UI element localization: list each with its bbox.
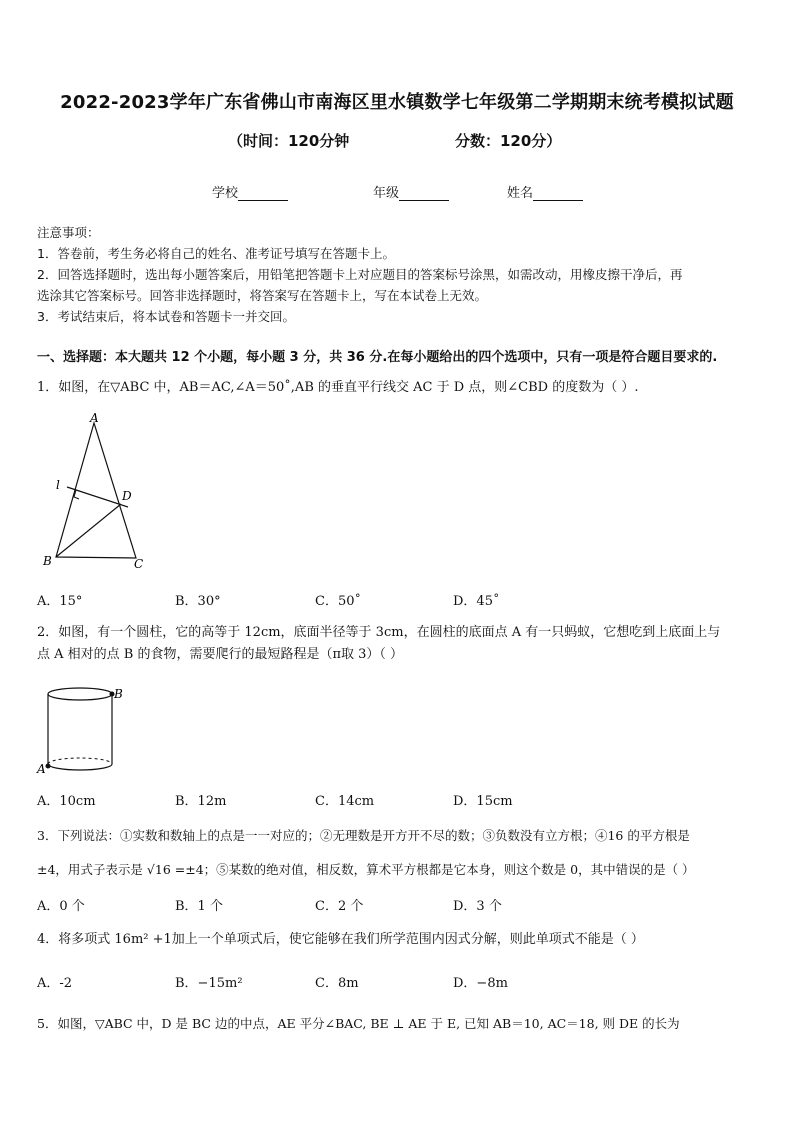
label-c: C xyxy=(134,557,144,571)
cylinder-top xyxy=(48,688,112,700)
cylinder-bottom-front xyxy=(48,764,112,770)
question-3-line-2: ±4，用式子表示是 √16 =±4；⑤某数的绝对值，相反数，算术平方根都是它本身，则这个数是 0，其中错误的是（ ） xyxy=(37,862,695,877)
cylinder-bottom-back xyxy=(48,758,112,764)
question-2-line-1: 2．如图，有一个圆柱，它的高等于 12cm，底面半径等于 3cm，在圆柱的底面点 A 有一只蚂蚁，它想吃到上底面上与 xyxy=(37,625,721,640)
label-l: l xyxy=(56,478,60,492)
notice-heading: 注意事项： xyxy=(37,225,100,240)
question-1-figure xyxy=(36,410,151,575)
q1-option-c: C．50˚ xyxy=(315,594,361,609)
time-limit: （时间：120分钟 xyxy=(228,132,350,150)
name-field xyxy=(507,182,583,201)
question-5-text: 5．如图，▽ABC 中，D 是 BC 边的中点，AE 平分∠BAC, BE ⊥ AE 于 E, 已知 AB＝10, AC＝18, 则 DE 的长为 xyxy=(37,1016,680,1031)
q1-option-d: D．45˚ xyxy=(453,594,500,609)
label-b: B xyxy=(43,554,52,568)
label-a: A xyxy=(90,411,99,425)
q1-option-a: A．15° xyxy=(37,594,83,609)
q2-option-d: D．15cm xyxy=(453,794,513,809)
name-label: 姓名 xyxy=(507,186,534,201)
question-3-line-1: 3．下列说法：①实数和数轴上的点是一一对应的；②无理数是开方开不尽的数；③负数没有立方根；④16 的平方根是 xyxy=(37,828,690,843)
school-field xyxy=(212,182,288,201)
q2-option-b: B．12m xyxy=(175,794,227,809)
label-b: B xyxy=(114,687,123,701)
name-blank xyxy=(533,188,583,201)
school-blank xyxy=(238,188,288,201)
label-d: D xyxy=(122,489,132,503)
question-3-text xyxy=(37,819,759,887)
point-a xyxy=(46,764,51,769)
school-label: 学校 xyxy=(212,186,239,201)
q3-option-a: A．0 个 xyxy=(37,899,85,914)
notice-item-2b: 选涂其它答案标号。回答非选择题时，将答案写在答题卡上，写在本试卷上无效。 xyxy=(37,288,488,303)
q4-option-c: C．8m xyxy=(315,976,359,991)
question-4-text: 4．将多项式 16m² +1加上一个单项式后，使它能够在我们所学范围内因式分解，则此单项式不能是（ ） xyxy=(37,932,644,947)
grade-field xyxy=(373,182,449,201)
grade-blank xyxy=(399,188,449,201)
section-heading: 一、选择题：本大题共 12 个小题，每小题 3 分，共 36 分.在每小题给出的四个选项中，只有一项是符合题目要求的. xyxy=(37,350,718,365)
q4-option-b: B．−15m² xyxy=(175,976,243,991)
q3-option-c: C．2 个 xyxy=(315,899,364,914)
q4-option-d: D．−8m xyxy=(453,976,508,991)
segment-bd xyxy=(56,504,121,557)
question-2-line-2: 点 A 相对的点 B 的食物，需要爬行的最短路程是（π取 3）（ ） xyxy=(37,647,404,662)
label-a: A xyxy=(37,762,46,776)
q2-option-c: C．14cm xyxy=(315,794,375,809)
q3-option-d: D．3 个 xyxy=(453,899,502,914)
notice-block xyxy=(37,222,759,327)
notice-item-1: 1．答卷前，考生务必将自己的姓名、准考证号填写在答题卡上。 xyxy=(37,246,395,261)
question-2-figure xyxy=(36,684,126,779)
q4-option-a: A．-2 xyxy=(37,976,73,991)
q3-option-b: B．1 个 xyxy=(175,899,223,914)
perpendicular-line-l xyxy=(67,487,128,507)
grade-label: 年级 xyxy=(373,186,400,201)
notice-item-2a: 2．回答选择题时，选出每小题答案后，用铅笔把答题卡上对应题目的答案标号涂黑，如需改动，用橡皮擦干净后，再 xyxy=(37,267,683,282)
total-score: 分数：120分） xyxy=(455,132,562,150)
page-title: 2022-2023学年广东省佛山市南海区里水镇数学七年级第二学期期末统考模拟试题 xyxy=(60,92,734,113)
question-2-text xyxy=(37,622,759,666)
notice-item-3: 3．考试结束后，将本试卷和答题卡一并交回。 xyxy=(37,309,295,324)
question-1-text: 1．如图，在▽ABC 中，AB＝AC,∠A＝50˚,AB 的垂直平行线交 AC 于 D 点，则∠CBD 的度数为（ ）. xyxy=(37,380,639,395)
q1-option-b: B．30° xyxy=(175,594,221,609)
q2-option-a: A．10cm xyxy=(37,794,96,809)
